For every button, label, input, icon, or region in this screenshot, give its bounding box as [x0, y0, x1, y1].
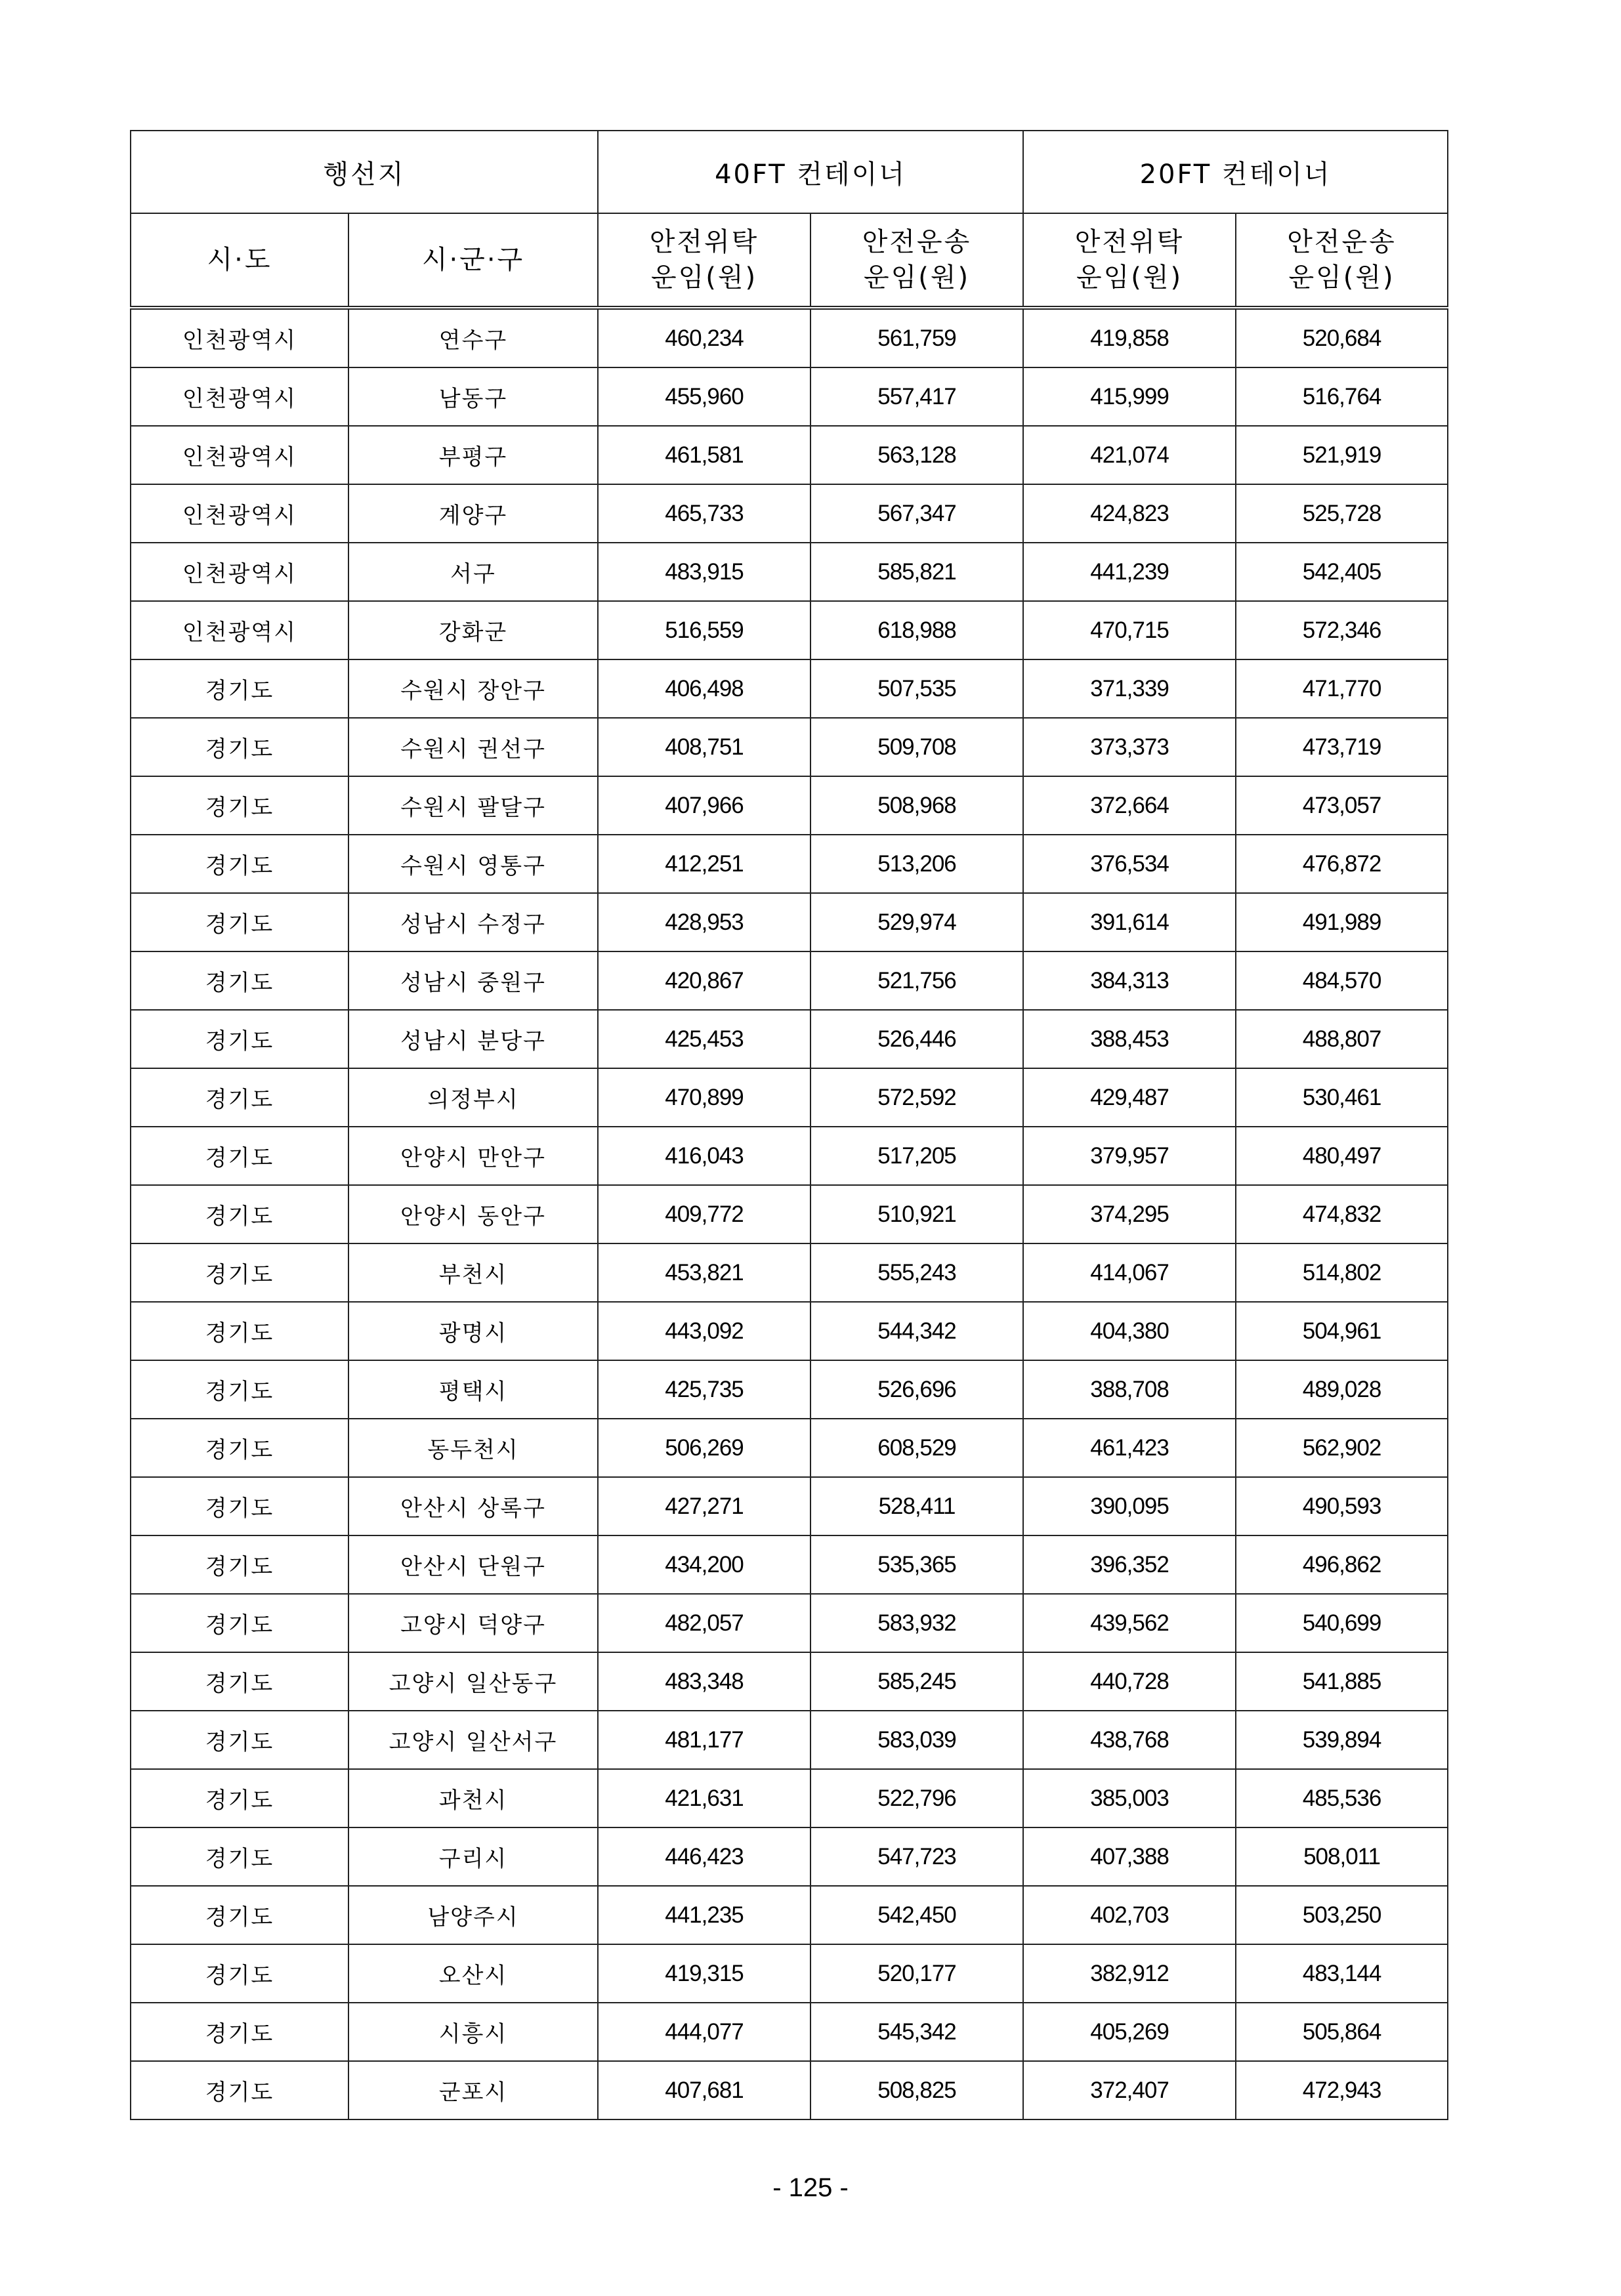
cell-20ft-consign: 373,373 — [1023, 718, 1236, 776]
cell-40ft-consign: 428,953 — [598, 893, 810, 951]
table-row — [131, 601, 1448, 659]
header-line: 운임(원) — [863, 262, 971, 293]
table-row — [131, 893, 1448, 951]
cell-40ft-consign: 444,077 — [598, 2003, 810, 2061]
cell-20ft-transport: 516,764 — [1236, 367, 1448, 426]
table-row — [131, 1010, 1448, 1068]
cell-40ft-consign: 481,177 — [598, 1711, 810, 1769]
cell-40ft-consign: 407,681 — [598, 2061, 810, 2119]
cell-sigungu: 남양주시 — [348, 1886, 598, 1944]
table-row — [131, 659, 1448, 718]
cell-40ft-transport: 526,446 — [810, 1010, 1023, 1068]
table-row — [131, 951, 1448, 1010]
header-sido: 시·도 — [131, 213, 348, 308]
cell-20ft-transport: 474,832 — [1236, 1185, 1448, 1243]
fare-table — [130, 130, 1448, 2120]
cell-40ft-transport: 520,177 — [810, 1944, 1023, 2003]
table-row — [131, 2061, 1448, 2119]
cell-20ft-transport: 520,684 — [1236, 308, 1448, 367]
cell-20ft-transport: 504,961 — [1236, 1302, 1448, 1360]
cell-sido: 경기도 — [131, 1360, 348, 1419]
cell-sigungu: 안양시 동안구 — [348, 1185, 598, 1243]
cell-40ft-consign: 516,559 — [598, 601, 810, 659]
cell-40ft-consign: 460,234 — [598, 308, 810, 367]
cell-sigungu: 광명시 — [348, 1302, 598, 1360]
table-row — [131, 1886, 1448, 1944]
header-40ft-consign-fare — [598, 213, 810, 308]
cell-40ft-consign: 406,498 — [598, 659, 810, 718]
cell-20ft-consign: 441,239 — [1023, 543, 1236, 601]
cell-20ft-transport: 484,570 — [1236, 951, 1448, 1010]
cell-sido: 인천광역시 — [131, 484, 348, 543]
cell-sigungu: 구리시 — [348, 1827, 598, 1886]
cell-20ft-consign: 402,703 — [1023, 1886, 1236, 1944]
cell-40ft-transport: 567,347 — [810, 484, 1023, 543]
cell-sigungu: 부평구 — [348, 426, 598, 484]
cell-20ft-consign: 429,487 — [1023, 1068, 1236, 1127]
cell-20ft-transport: 503,250 — [1236, 1886, 1448, 1944]
cell-40ft-transport: 510,921 — [810, 1185, 1023, 1243]
cell-sido: 경기도 — [131, 1886, 348, 1944]
cell-20ft-consign: 372,664 — [1023, 776, 1236, 835]
cell-40ft-transport: 509,708 — [810, 718, 1023, 776]
cell-sigungu: 군포시 — [348, 2061, 598, 2119]
cell-sido: 경기도 — [131, 1419, 348, 1477]
header-sigungu: 시·군·구 — [348, 213, 598, 308]
table-row — [131, 1477, 1448, 1535]
cell-sigungu: 수원시 권선구 — [348, 718, 598, 776]
cell-40ft-consign: 425,453 — [598, 1010, 810, 1068]
table-row — [131, 308, 1448, 367]
cell-40ft-consign: 425,735 — [598, 1360, 810, 1419]
cell-40ft-transport: 557,417 — [810, 367, 1023, 426]
cell-20ft-transport: 508,011 — [1236, 1827, 1448, 1886]
cell-sigungu: 과천시 — [348, 1769, 598, 1827]
cell-40ft-transport: 542,450 — [810, 1886, 1023, 1944]
cell-20ft-transport: 514,802 — [1236, 1243, 1448, 1302]
cell-40ft-transport: 545,342 — [810, 2003, 1023, 2061]
cell-20ft-transport: 521,919 — [1236, 426, 1448, 484]
table-row — [131, 776, 1448, 835]
cell-sido: 인천광역시 — [131, 543, 348, 601]
cell-sigungu: 남동구 — [348, 367, 598, 426]
cell-40ft-consign: 482,057 — [598, 1594, 810, 1652]
cell-sido: 경기도 — [131, 893, 348, 951]
cell-sigungu: 오산시 — [348, 1944, 598, 2003]
cell-sido: 인천광역시 — [131, 367, 348, 426]
cell-40ft-transport: 583,932 — [810, 1594, 1023, 1652]
cell-20ft-consign: 391,614 — [1023, 893, 1236, 951]
header-40ft-container: 40FT 컨테이너 — [598, 131, 1023, 213]
cell-20ft-consign: 382,912 — [1023, 1944, 1236, 2003]
header-line: 안전위탁 — [1074, 227, 1185, 257]
table-row — [131, 1127, 1448, 1185]
header-20ft-container: 20FT 컨테이너 — [1023, 131, 1448, 213]
cell-sido: 경기도 — [131, 1535, 348, 1594]
cell-sido: 인천광역시 — [131, 426, 348, 484]
table-row — [131, 718, 1448, 776]
cell-20ft-transport: 496,862 — [1236, 1535, 1448, 1594]
cell-20ft-consign: 404,380 — [1023, 1302, 1236, 1360]
cell-20ft-consign: 405,269 — [1023, 2003, 1236, 2061]
cell-20ft-consign: 439,562 — [1023, 1594, 1236, 1652]
cell-20ft-transport: 480,497 — [1236, 1127, 1448, 1185]
cell-sido: 경기도 — [131, 1068, 348, 1127]
header-destination: 행선지 — [131, 131, 598, 213]
cell-40ft-transport: 547,723 — [810, 1827, 1023, 1886]
cell-20ft-consign: 407,388 — [1023, 1827, 1236, 1886]
cell-sigungu: 고양시 덕양구 — [348, 1594, 598, 1652]
cell-40ft-transport: 608,529 — [810, 1419, 1023, 1477]
cell-20ft-consign: 414,067 — [1023, 1243, 1236, 1302]
cell-sigungu: 서구 — [348, 543, 598, 601]
cell-40ft-transport: 526,696 — [810, 1360, 1023, 1419]
cell-sido: 경기도 — [131, 1827, 348, 1886]
cell-20ft-consign: 374,295 — [1023, 1185, 1236, 1243]
cell-20ft-transport: 539,894 — [1236, 1711, 1448, 1769]
cell-20ft-transport: 473,057 — [1236, 776, 1448, 835]
cell-20ft-consign: 376,534 — [1023, 835, 1236, 893]
table-row — [131, 1944, 1448, 2003]
header-row-1 — [131, 131, 1448, 213]
table-row — [131, 835, 1448, 893]
cell-20ft-consign: 390,095 — [1023, 1477, 1236, 1535]
cell-40ft-consign: 427,271 — [598, 1477, 810, 1535]
cell-40ft-consign: 412,251 — [598, 835, 810, 893]
cell-20ft-consign: 440,728 — [1023, 1652, 1236, 1711]
cell-20ft-consign: 371,339 — [1023, 659, 1236, 718]
header-20ft-consign-fare — [1023, 213, 1236, 308]
table-row — [131, 1769, 1448, 1827]
cell-sigungu: 수원시 팔달구 — [348, 776, 598, 835]
header-20ft-transport-fare — [1236, 213, 1448, 308]
cell-40ft-consign: 483,348 — [598, 1652, 810, 1711]
cell-40ft-transport: 529,974 — [810, 893, 1023, 951]
table-row — [131, 1827, 1448, 1886]
cell-40ft-transport: 535,365 — [810, 1535, 1023, 1594]
cell-sido: 인천광역시 — [131, 308, 348, 367]
header-line: 운임(원) — [1076, 262, 1183, 293]
cell-20ft-consign: 396,352 — [1023, 1535, 1236, 1594]
cell-40ft-transport: 618,988 — [810, 601, 1023, 659]
cell-20ft-transport: 483,144 — [1236, 1944, 1448, 2003]
cell-sido: 경기도 — [131, 1944, 348, 2003]
cell-40ft-consign: 421,631 — [598, 1769, 810, 1827]
cell-40ft-consign: 441,235 — [598, 1886, 810, 1944]
cell-40ft-transport: 585,821 — [810, 543, 1023, 601]
cell-40ft-consign: 420,867 — [598, 951, 810, 1010]
cell-sigungu: 강화군 — [348, 601, 598, 659]
cell-20ft-transport: 489,028 — [1236, 1360, 1448, 1419]
cell-20ft-transport: 562,902 — [1236, 1419, 1448, 1477]
cell-40ft-transport: 561,759 — [810, 308, 1023, 367]
cell-20ft-consign: 424,823 — [1023, 484, 1236, 543]
cell-40ft-consign: 483,915 — [598, 543, 810, 601]
cell-40ft-transport: 517,205 — [810, 1127, 1023, 1185]
cell-sido: 경기도 — [131, 1243, 348, 1302]
cell-20ft-transport: 542,405 — [1236, 543, 1448, 601]
cell-20ft-transport: 572,346 — [1236, 601, 1448, 659]
table-row — [131, 1302, 1448, 1360]
cell-40ft-transport: 508,968 — [810, 776, 1023, 835]
cell-20ft-consign: 379,957 — [1023, 1127, 1236, 1185]
cell-20ft-consign: 421,074 — [1023, 426, 1236, 484]
cell-sido: 경기도 — [131, 1769, 348, 1827]
cell-sido: 경기도 — [131, 2061, 348, 2119]
cell-20ft-consign: 388,708 — [1023, 1360, 1236, 1419]
cell-sigungu: 부천시 — [348, 1243, 598, 1302]
table-row — [131, 2003, 1448, 2061]
header-line: 안전운송 — [862, 227, 972, 257]
table-row — [131, 426, 1448, 484]
cell-20ft-consign: 461,423 — [1023, 1419, 1236, 1477]
cell-40ft-transport: 572,592 — [810, 1068, 1023, 1127]
cell-40ft-consign: 434,200 — [598, 1535, 810, 1594]
cell-sigungu: 의정부시 — [348, 1068, 598, 1127]
cell-40ft-transport: 508,825 — [810, 2061, 1023, 2119]
cell-sido: 경기도 — [131, 1302, 348, 1360]
cell-sido: 경기도 — [131, 1185, 348, 1243]
cell-40ft-consign: 416,043 — [598, 1127, 810, 1185]
cell-20ft-consign: 415,999 — [1023, 367, 1236, 426]
cell-sigungu: 고양시 일산동구 — [348, 1652, 598, 1711]
cell-sido: 경기도 — [131, 1652, 348, 1711]
table-row — [131, 1360, 1448, 1419]
table-row — [131, 1185, 1448, 1243]
cell-20ft-transport: 525,728 — [1236, 484, 1448, 543]
table-row — [131, 1535, 1448, 1594]
cell-40ft-consign: 443,092 — [598, 1302, 810, 1360]
page-number: - 125 - — [772, 2173, 849, 2202]
cell-sigungu: 안산시 상록구 — [348, 1477, 598, 1535]
cell-sido: 경기도 — [131, 1127, 348, 1185]
cell-20ft-transport: 540,699 — [1236, 1594, 1448, 1652]
cell-40ft-consign: 455,960 — [598, 367, 810, 426]
header-line: 안전운송 — [1287, 227, 1397, 257]
cell-20ft-consign: 419,858 — [1023, 308, 1236, 367]
header-line: 운임(원) — [650, 262, 758, 293]
cell-sigungu: 계양구 — [348, 484, 598, 543]
cell-20ft-transport: 490,593 — [1236, 1477, 1448, 1535]
cell-40ft-transport: 513,206 — [810, 835, 1023, 893]
table-row — [131, 367, 1448, 426]
cell-40ft-consign: 446,423 — [598, 1827, 810, 1886]
table-row — [131, 1068, 1448, 1127]
cell-40ft-consign: 419,315 — [598, 1944, 810, 2003]
table-row — [131, 1711, 1448, 1769]
cell-40ft-consign: 465,733 — [598, 484, 810, 543]
cell-20ft-transport: 505,864 — [1236, 2003, 1448, 2061]
cell-20ft-transport: 472,943 — [1236, 2061, 1448, 2119]
cell-sigungu: 시흥시 — [348, 2003, 598, 2061]
cell-40ft-transport: 555,243 — [810, 1243, 1023, 1302]
header-40ft-transport-fare — [810, 213, 1023, 308]
header-row-2 — [131, 213, 1448, 308]
cell-sigungu: 안양시 만안구 — [348, 1127, 598, 1185]
cell-sido: 경기도 — [131, 659, 348, 718]
cell-20ft-transport: 491,989 — [1236, 893, 1448, 951]
cell-sido: 경기도 — [131, 1010, 348, 1068]
header-line: 안전위탁 — [649, 227, 759, 257]
fare-table-body — [131, 308, 1448, 2119]
cell-20ft-transport: 476,872 — [1236, 835, 1448, 893]
cell-20ft-consign: 470,715 — [1023, 601, 1236, 659]
cell-40ft-consign: 408,751 — [598, 718, 810, 776]
cell-sido: 인천광역시 — [131, 601, 348, 659]
cell-40ft-transport: 522,796 — [810, 1769, 1023, 1827]
cell-sido: 경기도 — [131, 2003, 348, 2061]
cell-sigungu: 수원시 영통구 — [348, 835, 598, 893]
cell-sigungu: 평택시 — [348, 1360, 598, 1419]
cell-40ft-consign: 407,966 — [598, 776, 810, 835]
cell-sigungu: 동두천시 — [348, 1419, 598, 1477]
cell-sigungu: 성남시 분당구 — [348, 1010, 598, 1068]
cell-40ft-consign: 470,899 — [598, 1068, 810, 1127]
cell-sigungu: 성남시 수정구 — [348, 893, 598, 951]
cell-40ft-consign: 461,581 — [598, 426, 810, 484]
cell-sigungu: 안산시 단원구 — [348, 1535, 598, 1594]
cell-20ft-consign: 372,407 — [1023, 2061, 1236, 2119]
cell-sido: 경기도 — [131, 776, 348, 835]
table-row — [131, 484, 1448, 543]
table-row — [131, 1594, 1448, 1652]
table-row — [131, 543, 1448, 601]
cell-20ft-transport: 485,536 — [1236, 1769, 1448, 1827]
cell-sido: 경기도 — [131, 1594, 348, 1652]
cell-sigungu: 고양시 일산서구 — [348, 1711, 598, 1769]
cell-40ft-consign: 506,269 — [598, 1419, 810, 1477]
cell-sido: 경기도 — [131, 835, 348, 893]
cell-40ft-transport: 528,411 — [810, 1477, 1023, 1535]
cell-sido: 경기도 — [131, 1711, 348, 1769]
cell-20ft-consign: 385,003 — [1023, 1769, 1236, 1827]
cell-20ft-consign: 384,313 — [1023, 951, 1236, 1010]
table-row — [131, 1419, 1448, 1477]
cell-sido: 경기도 — [131, 951, 348, 1010]
cell-40ft-transport: 563,128 — [810, 426, 1023, 484]
table-row — [131, 1243, 1448, 1302]
cell-40ft-transport: 507,535 — [810, 659, 1023, 718]
cell-20ft-transport: 530,461 — [1236, 1068, 1448, 1127]
cell-sido: 경기도 — [131, 718, 348, 776]
cell-40ft-consign: 409,772 — [598, 1185, 810, 1243]
cell-40ft-transport: 544,342 — [810, 1302, 1023, 1360]
cell-40ft-transport: 521,756 — [810, 951, 1023, 1010]
cell-sigungu: 성남시 중원구 — [348, 951, 598, 1010]
cell-20ft-transport: 473,719 — [1236, 718, 1448, 776]
cell-40ft-transport: 583,039 — [810, 1711, 1023, 1769]
cell-20ft-transport: 488,807 — [1236, 1010, 1448, 1068]
cell-40ft-transport: 585,245 — [810, 1652, 1023, 1711]
table-row — [131, 1652, 1448, 1711]
cell-20ft-transport: 471,770 — [1236, 659, 1448, 718]
cell-sido: 경기도 — [131, 1477, 348, 1535]
cell-20ft-consign: 388,453 — [1023, 1010, 1236, 1068]
cell-sigungu: 연수구 — [348, 308, 598, 367]
cell-20ft-consign: 438,768 — [1023, 1711, 1236, 1769]
cell-sigungu: 수원시 장안구 — [348, 659, 598, 718]
cell-40ft-consign: 453,821 — [598, 1243, 810, 1302]
cell-20ft-transport: 541,885 — [1236, 1652, 1448, 1711]
header-line: 운임(원) — [1288, 262, 1395, 293]
